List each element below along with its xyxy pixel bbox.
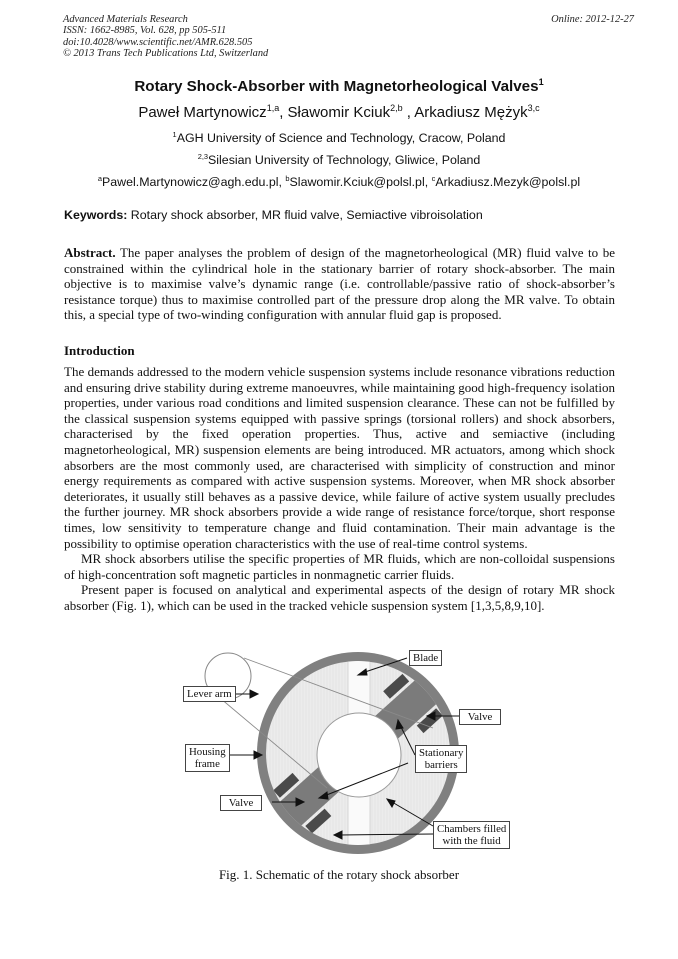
figure-1-schematic [170, 640, 510, 862]
affiliation [0, 153, 678, 167]
author-list [0, 104, 678, 121]
label-housing-frame-line1: Housing [189, 746, 226, 758]
paragraph: Present paper is focused on analytical and experimental aspects of the design of rotary MR shock absorber (Fig. 1), which can be used in the tracked vehicle suspension system [1,3,5,8,9,10]. [64, 582, 615, 613]
label-housing-frame-line2: frame [194, 758, 220, 770]
hub [317, 713, 401, 797]
email-sep: , [278, 175, 286, 189]
label-valve-right: Valve [459, 709, 501, 725]
author-name: Paweł Martynowicz [138, 104, 267, 121]
title-text: Rotary Shock-Absorber with Magnetorheological Valves [134, 78, 539, 95]
label-chambers-line1: Chambers filled [437, 823, 507, 835]
paragraph: MR shock absorbers utilise the specific properties of MR fluids, which are non-colloidal suspensions of high-concentration soft magnetic particles in nonmagnetic carrier fluids. [64, 551, 615, 582]
affiliation [0, 131, 678, 145]
email-mark: a [97, 173, 103, 183]
email-list [0, 175, 678, 189]
abstract-label: Abstract. [64, 245, 116, 260]
label-valve-left: Valve [220, 795, 262, 811]
email-link[interactable]: Slawomir.Kciuk@polsl.pl [289, 175, 425, 189]
label-stationary-barriers-line2: barriers [424, 759, 458, 771]
label-stationary-barriers-line1: Stationary [419, 747, 464, 759]
email-sep: , [424, 175, 432, 189]
journal-header [63, 14, 268, 60]
issn-line: ISSN: 1662-8985, Vol. 628, pp 505-511 [63, 25, 227, 37]
author-sep: , [279, 104, 288, 121]
author-name: Arkadiusz Mężyk [414, 104, 528, 121]
figure-caption: Fig. 1. Schematic of the rotary shock absorber [218, 867, 460, 882]
email-mark: b [285, 173, 290, 183]
label-lever-arm: Lever arm [183, 686, 236, 702]
keywords-text: Rotary shock absorber, MR fluid valve, Semiactive vibroisolation [127, 208, 483, 222]
keywords [64, 208, 483, 222]
abstract [64, 245, 615, 323]
copyright-line: © 2013 Trans Tech Publications Ltd, Switzerland [63, 48, 269, 60]
label-chambers-line2: with the fluid [442, 835, 501, 847]
label-blade: Blade [409, 650, 442, 666]
email-mark: c [431, 173, 436, 183]
paragraph: The demands addressed to the modern vehicle suspension systems include resonance vibrations reduction and ensuring drive stability during extreme manoeuvres, while maintaining good high-frequency isolation properties, under various road conditions and limited suspension clearance. These can not be fulfilled by the classical suspension systems equipped with passive springs (torsional rollers) and shock absorbers, characterised by the fixed operation properties. Thus, active and semiactive (including magnetorheological, MR) suspension elements are being introduced. MR actuators, among which shock absorbers are the most commonly used, are characterised with simplicity of construction and minor energy requirements as compared with active suspension systems. Moreover, when MR shock absorber deteriorates, it usually still behaves as a passive device, while failure of active system usually precludes the further journey. MR shock absorbers provide a wide range of resistance force/torque, short response times, low sensitivity to temperature change and fluid contamination. Their main advantage is the possibility to optimise operation characteristics with the use of real-time control systems. [64, 364, 615, 551]
online-date: Online: 2012-12-27 [551, 14, 634, 25]
author-affil-mark: 3,c [527, 103, 540, 113]
title-footnote-mark: 1 [538, 76, 544, 87]
affiliation-mark: 2,3 [197, 151, 209, 161]
author-affil-mark: 2,b [390, 103, 403, 113]
email-link[interactable]: Arkadiusz.Mezyk@polsl.pl [435, 175, 581, 189]
affiliation-mark: 1 [172, 129, 177, 139]
introduction-body [64, 364, 615, 614]
label-stationary-barriers [415, 745, 467, 773]
doi-line[interactable]: doi:10.4028/www.scientific.net/AMR.628.505 [63, 36, 253, 48]
author-name: Sławomir Kciuk [287, 104, 391, 121]
paper-title [0, 78, 678, 95]
section-heading-introduction: Introduction [64, 343, 135, 358]
keywords-label: Keywords: [64, 208, 128, 222]
abstract-text: The paper analyses the problem of design of the magnetorheological (MR) fluid valve to be constrained within the cylindrical hole in the stationary barrier of rotary shock-absorber. The main objective is to maximise valve’s dynamic range (i.e. controllable/passive ratio of shock-absorber’s resistance torque) thus to maximise controlled part of the pressure drop along the MR valve. To obtain this, a special type of two-winding configuration with annular fluid gap is proposed. [64, 245, 615, 323]
email-link[interactable]: Pawel.Martynowicz@agh.edu.pl [102, 175, 279, 189]
label-housing-frame [185, 744, 230, 772]
journal-name: Advanced Materials Research [63, 14, 188, 25]
author-affil-mark: 1,a [266, 103, 280, 113]
author-sep: , [402, 104, 415, 121]
affiliation-text: AGH University of Science and Technology, Cracow, Poland [176, 131, 506, 145]
label-chambers [433, 821, 510, 849]
affiliation-text: Silesian University of Technology, Gliwice, Poland [208, 153, 481, 167]
